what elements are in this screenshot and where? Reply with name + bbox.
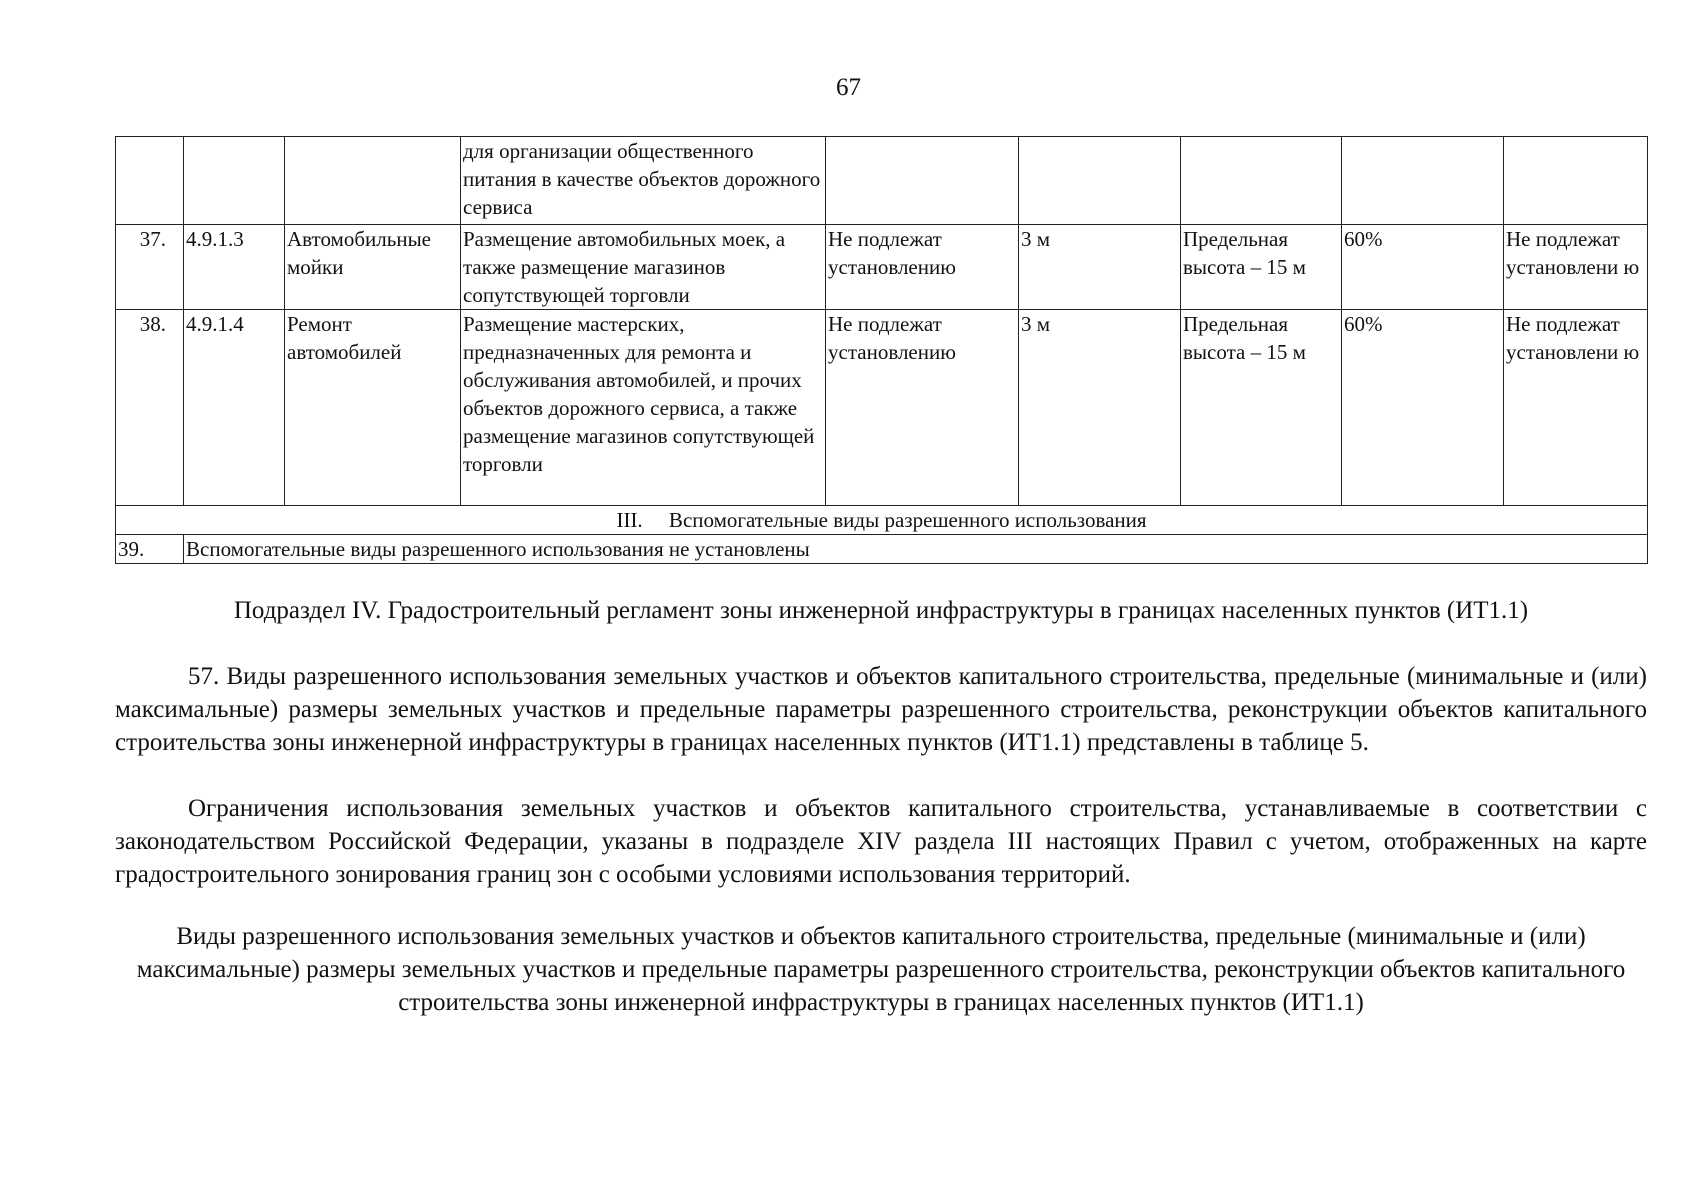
section-heading-cell: III. Вспомогательные виды разрешенного использования xyxy=(116,506,1648,535)
cell-num: 38. xyxy=(116,310,184,506)
table-row xyxy=(116,310,1648,506)
cell-description: Размещение автомобильных моек, а также размещение магазинов сопутствующей торговли xyxy=(461,225,826,310)
cell-setback xyxy=(1019,137,1181,225)
cell-other: Не подлежат установлени ю xyxy=(1504,310,1648,506)
table-row xyxy=(116,137,1648,225)
cell-code: 4.9.1.4 xyxy=(184,310,285,506)
cell-height: Предельная высота – 15 м xyxy=(1181,310,1342,506)
page-number: 67 xyxy=(836,74,861,101)
cell-name: Ремонт автомобилей xyxy=(285,310,461,506)
subsection-heading: Подраздел IV. Градостроительный регламент зоны инженерной инфраструктуры в границах населенных пунктов (ИТ1.1) xyxy=(233,597,1529,624)
cell-description: для организации общественного питания в качестве объектов дорожного сервиса xyxy=(461,137,826,225)
cell-num: 37. xyxy=(116,225,184,310)
table-caption: Виды разрешенного использования земельных участков и объектов капитального строительства, предельные (минимальные и (или) максимальные) размеры земельных участков и предельные параметры разрешенного строительства, реконструкции объектов капитального строительства зоны инженерной инфраструктуры в границах населенных пунктов (ИТ1.1) xyxy=(136,923,1626,1016)
cell-other xyxy=(1504,137,1648,225)
cell-num xyxy=(116,137,184,225)
paragraph-restrictions: Ограничения использования земельных участков и объектов капитального строительства, устанавливаемые в соответствии с законодательством Российской Федерации, указаны в подразделе XIV раздела III настоящих Правил с учетом, отображенных на карте градостроительного зонирования границ зон с особыми условиями использования территорий. xyxy=(115,795,1647,888)
cell-height xyxy=(1181,137,1342,225)
cell-setback: 3 м xyxy=(1019,225,1181,310)
cell-num: 39. xyxy=(116,535,184,564)
section-row xyxy=(116,506,1648,535)
cell-code xyxy=(184,137,285,225)
cell-plot-size: Не подлежат установлению xyxy=(826,225,1019,310)
cell-other: Не подлежат установлени ю xyxy=(1504,225,1648,310)
cell-coverage: 60% xyxy=(1342,225,1504,310)
cell-setback: 3 м xyxy=(1019,310,1181,506)
cell-plot-size: Не подлежат установлению xyxy=(826,310,1019,506)
cell-code: 4.9.1.3 xyxy=(184,225,285,310)
paragraph-57: 57. Виды разрешенного использования земельных участков и объектов капитального строительства, предельные (минимальные и (или) максимальные) размеры земельных участков и предельные параметры разрешенного строительства, реконструкции объектов капитального строительства зоны инженерной инфраструктуры в границах населенных пунктов (ИТ1.1) представлены в таблице 5. xyxy=(115,663,1647,756)
cell-description: Размещение мастерских, предназначенных для ремонта и обслуживания автомобилей, и прочих объектов дорожного сервиса, а также размещение магазинов сопутствующей торговли xyxy=(461,310,826,506)
table-row xyxy=(116,225,1648,310)
cell-height: Предельная высота – 15 м xyxy=(1181,225,1342,310)
zoning-table xyxy=(115,136,1648,564)
cell-merged-text: Вспомогательные виды разрешенного использования не установлены xyxy=(184,535,1648,564)
cell-coverage: 60% xyxy=(1342,310,1504,506)
cell-coverage xyxy=(1342,137,1504,225)
cell-name: Автомобильные мойки xyxy=(285,225,461,310)
cell-plot-size xyxy=(826,137,1019,225)
cell-name xyxy=(285,137,461,225)
table-row xyxy=(116,535,1648,564)
